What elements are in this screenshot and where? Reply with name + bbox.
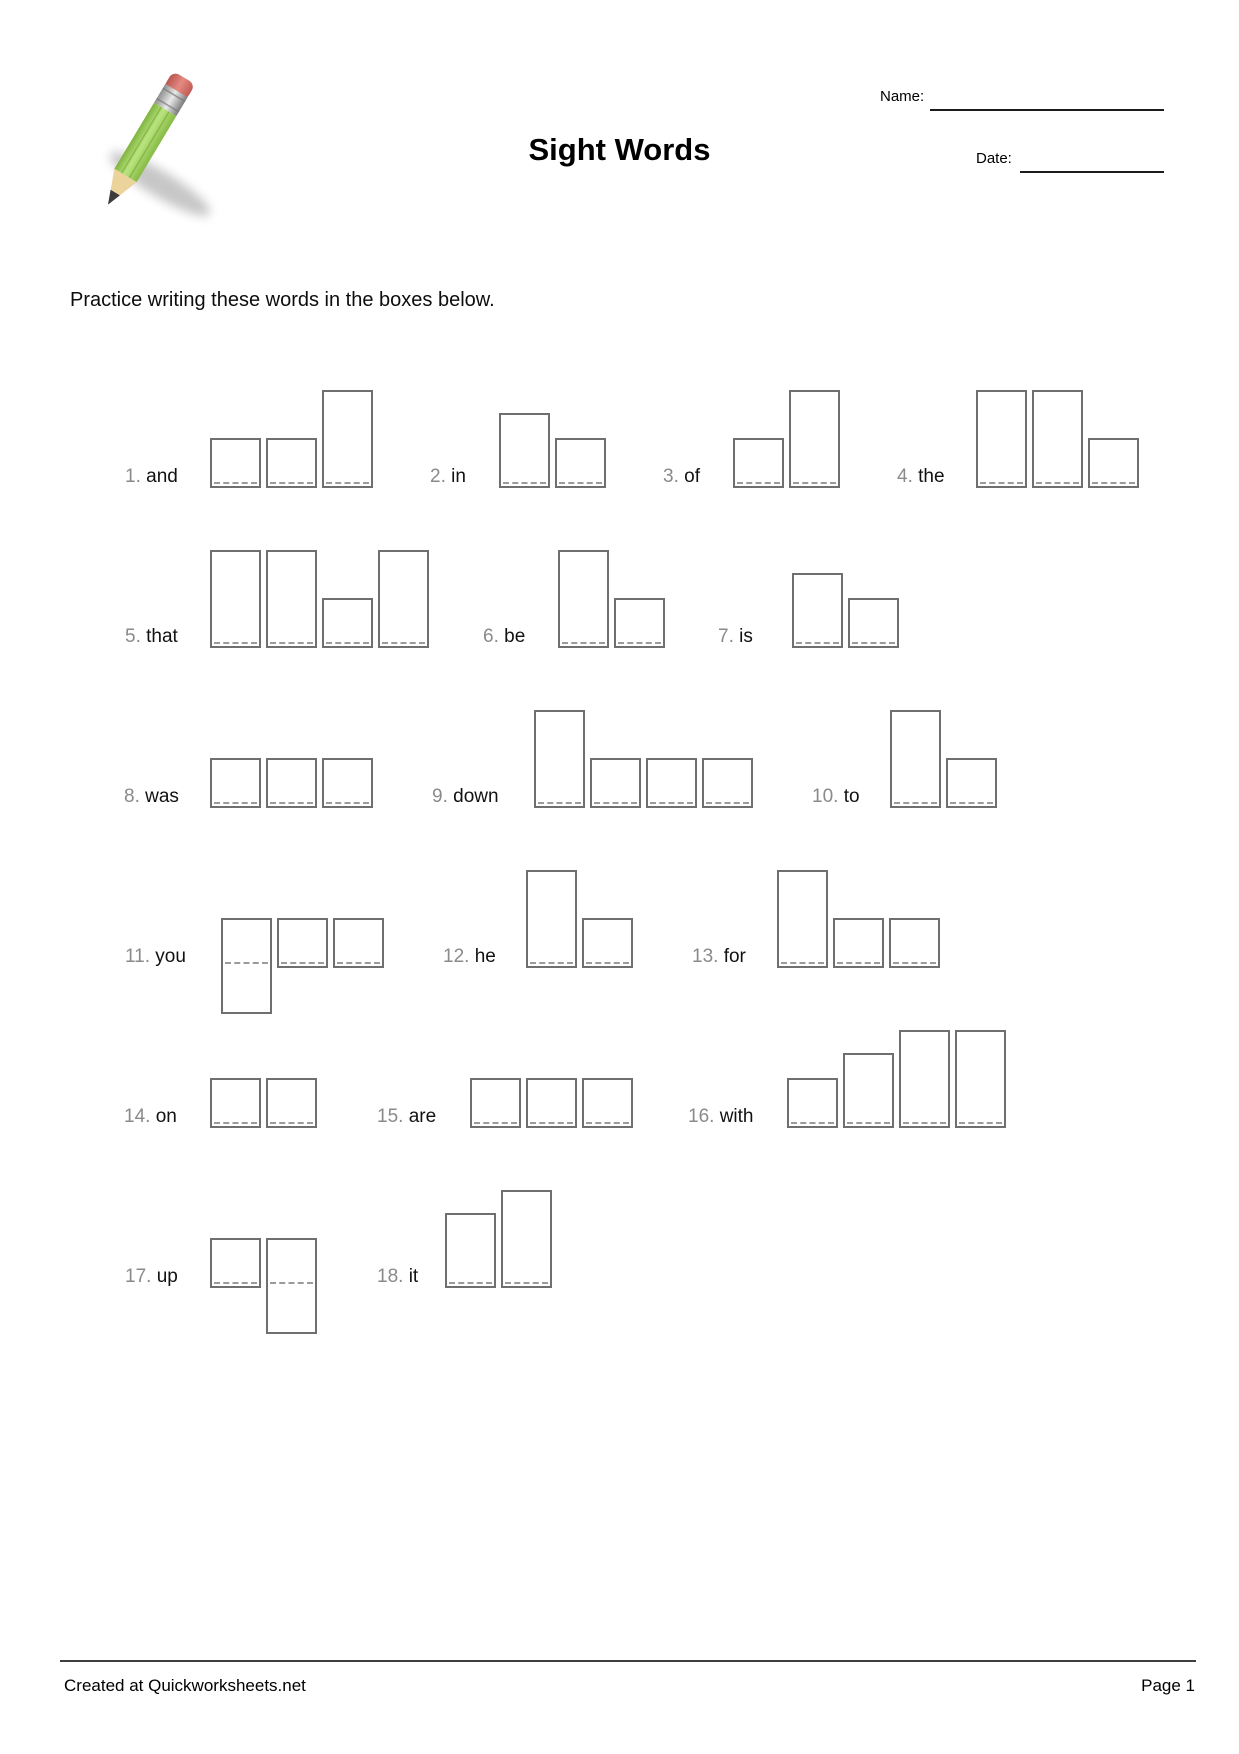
word-label-are bbox=[377, 1106, 436, 1128]
word-label-the bbox=[897, 466, 945, 488]
word-label-that bbox=[125, 626, 178, 648]
word-number: 10. bbox=[812, 786, 844, 807]
word-text: in bbox=[451, 466, 466, 487]
word-text: it bbox=[408, 1266, 419, 1287]
word-text: of bbox=[684, 466, 700, 487]
letter-box-are-r bbox=[526, 1078, 577, 1128]
baseline-dash bbox=[270, 642, 313, 644]
baseline-dash bbox=[903, 1122, 946, 1124]
baseline-dash bbox=[503, 482, 546, 484]
baseline-dash bbox=[449, 1282, 492, 1284]
word-text: is bbox=[739, 626, 753, 647]
baseline-dash bbox=[281, 962, 324, 964]
letter-box-to-t bbox=[890, 710, 941, 808]
instructions-text: Practice writing these words in the boxes below. bbox=[70, 289, 495, 311]
baseline-dash bbox=[618, 642, 661, 644]
letter-box-to-o bbox=[946, 758, 997, 808]
baseline-dash bbox=[559, 482, 602, 484]
baseline-dash bbox=[1092, 482, 1135, 484]
word-text: for bbox=[723, 946, 746, 967]
letter-box-on-o bbox=[210, 1078, 261, 1128]
baseline-dash bbox=[538, 802, 581, 804]
letter-box-down-w bbox=[646, 758, 697, 808]
letter-box-is-i bbox=[792, 573, 843, 648]
baseline-dash bbox=[270, 1122, 313, 1124]
page-title: Sight Words bbox=[528, 132, 711, 167]
word-label-of bbox=[663, 466, 700, 488]
letter-box-with-w bbox=[787, 1078, 838, 1128]
letter-box-you-o bbox=[277, 918, 328, 968]
word-number: 6. bbox=[483, 626, 505, 647]
word-label-for bbox=[692, 946, 746, 968]
word-number: 12. bbox=[443, 946, 475, 967]
letter-box-in-i bbox=[499, 413, 550, 488]
word-label-was bbox=[124, 786, 179, 808]
baseline-dash bbox=[594, 802, 637, 804]
baseline-dash bbox=[505, 1282, 548, 1284]
word-number: 16. bbox=[688, 1106, 720, 1127]
letter-box-of-f bbox=[789, 390, 840, 488]
word-number: 3. bbox=[663, 466, 685, 487]
baseline-dash bbox=[793, 482, 836, 484]
word-number: 2. bbox=[430, 466, 452, 487]
word-text: and bbox=[146, 466, 178, 487]
baseline-dash bbox=[214, 1122, 257, 1124]
letter-box-it-t bbox=[501, 1190, 552, 1288]
word-text: on bbox=[155, 1106, 177, 1127]
word-label-you bbox=[125, 946, 186, 968]
letter-box-with-h bbox=[955, 1030, 1006, 1128]
baseline-dash bbox=[225, 962, 268, 964]
word-label-is bbox=[718, 626, 753, 648]
letter-box-that-t bbox=[210, 550, 261, 648]
baseline-dash bbox=[562, 642, 605, 644]
word-number: 18. bbox=[377, 1266, 409, 1287]
letter-box-are-e bbox=[582, 1078, 633, 1128]
letter-box-down-n bbox=[702, 758, 753, 808]
word-text: are bbox=[408, 1106, 437, 1127]
baseline-dash bbox=[847, 1122, 890, 1124]
word-label-to bbox=[812, 786, 860, 808]
baseline-dash bbox=[214, 1282, 257, 1284]
word-text: be bbox=[504, 626, 526, 647]
footer-divider bbox=[60, 1660, 1196, 1662]
word-number: 14. bbox=[124, 1106, 156, 1127]
footer-credit: Created at Quickworksheets.net bbox=[64, 1676, 306, 1695]
letter-box-you-u bbox=[333, 918, 384, 968]
baseline-dash bbox=[214, 802, 257, 804]
baseline-dash bbox=[474, 1122, 517, 1124]
baseline-dash bbox=[586, 1122, 629, 1124]
letter-box-he-h bbox=[526, 870, 577, 968]
word-label-be bbox=[483, 626, 525, 648]
letter-box-and-d bbox=[322, 390, 373, 488]
baseline-dash bbox=[980, 482, 1023, 484]
baseline-dash bbox=[326, 802, 369, 804]
letter-box-it-i bbox=[445, 1213, 496, 1288]
baseline-dash bbox=[650, 802, 693, 804]
letter-box-was-a bbox=[266, 758, 317, 808]
baseline-dash bbox=[530, 1122, 573, 1124]
baseline-dash bbox=[737, 482, 780, 484]
letter-box-down-o bbox=[590, 758, 641, 808]
word-label-down bbox=[432, 786, 499, 808]
letter-box-up-u bbox=[210, 1238, 261, 1288]
word-label-up bbox=[125, 1266, 178, 1288]
baseline-dash bbox=[781, 962, 824, 964]
word-text: the bbox=[918, 466, 945, 487]
word-text: to bbox=[843, 786, 860, 807]
word-label-it bbox=[377, 1266, 418, 1288]
baseline-dash bbox=[791, 1122, 834, 1124]
name-label: Name: bbox=[880, 88, 925, 105]
letter-box-he-e bbox=[582, 918, 633, 968]
letter-box-are-a bbox=[470, 1078, 521, 1128]
baseline-dash bbox=[530, 962, 573, 964]
baseline-dash bbox=[326, 642, 369, 644]
word-label-he bbox=[443, 946, 496, 968]
letter-box-and-a bbox=[210, 438, 261, 488]
letter-box-be-e bbox=[614, 598, 665, 648]
word-number: 4. bbox=[897, 466, 919, 487]
letter-box-the-t bbox=[976, 390, 1027, 488]
date-label: Date: bbox=[976, 150, 1012, 167]
letter-box-on-n bbox=[266, 1078, 317, 1128]
letter-box-with-i bbox=[843, 1053, 894, 1128]
baseline-dash bbox=[893, 962, 936, 964]
letter-box-the-h bbox=[1032, 390, 1083, 488]
baseline-dash bbox=[852, 642, 895, 644]
word-number: 9. bbox=[432, 786, 454, 807]
word-text: up bbox=[156, 1266, 178, 1287]
word-number: 13. bbox=[692, 946, 724, 967]
word-number: 15. bbox=[377, 1106, 409, 1127]
letter-box-is-s bbox=[848, 598, 899, 648]
baseline-dash bbox=[270, 1282, 313, 1284]
footer-page-number: Page 1 bbox=[1141, 1676, 1195, 1695]
letter-box-the-e bbox=[1088, 438, 1139, 488]
word-number: 1. bbox=[125, 466, 147, 487]
word-label-in bbox=[430, 466, 466, 488]
word-text: down bbox=[453, 786, 499, 807]
letter-box-was-s bbox=[322, 758, 373, 808]
word-label-with bbox=[688, 1106, 754, 1128]
baseline-dash bbox=[837, 962, 880, 964]
letter-box-that-h bbox=[266, 550, 317, 648]
word-number: 5. bbox=[125, 626, 147, 647]
word-text: he bbox=[474, 946, 496, 967]
baseline-dash bbox=[706, 802, 749, 804]
letter-box-for-f bbox=[777, 870, 828, 968]
word-text: with bbox=[719, 1106, 754, 1127]
baseline-dash bbox=[796, 642, 839, 644]
letter-box-that-a bbox=[322, 598, 373, 648]
baseline-dash bbox=[959, 1122, 1002, 1124]
word-label-on bbox=[124, 1106, 177, 1128]
letter-box-that-t bbox=[378, 550, 429, 648]
letter-box-and-n bbox=[266, 438, 317, 488]
word-text: that bbox=[146, 626, 178, 647]
letter-box-down-d bbox=[534, 710, 585, 808]
baseline-dash bbox=[270, 482, 313, 484]
letter-box-be-b bbox=[558, 550, 609, 648]
word-text: you bbox=[155, 946, 186, 967]
baseline-dash bbox=[586, 962, 629, 964]
word-text: was bbox=[145, 786, 179, 807]
baseline-dash bbox=[214, 482, 257, 484]
baseline-dash bbox=[337, 962, 380, 964]
baseline-dash bbox=[270, 802, 313, 804]
word-number: 17. bbox=[125, 1266, 157, 1287]
letter-box-with-t bbox=[899, 1030, 950, 1128]
baseline-dash bbox=[214, 642, 257, 644]
baseline-dash bbox=[1036, 482, 1079, 484]
letter-box-of-o bbox=[733, 438, 784, 488]
word-label-and bbox=[125, 466, 178, 488]
letter-box-was-w bbox=[210, 758, 261, 808]
baseline-dash bbox=[950, 802, 993, 804]
word-number: 7. bbox=[718, 626, 740, 647]
baseline-dash bbox=[894, 802, 937, 804]
letter-box-in-n bbox=[555, 438, 606, 488]
baseline-dash bbox=[326, 482, 369, 484]
baseline-dash bbox=[382, 642, 425, 644]
word-number: 11. bbox=[125, 946, 156, 967]
letter-box-up-p bbox=[266, 1238, 317, 1334]
letter-box-you-y bbox=[221, 918, 272, 1014]
word-number: 8. bbox=[124, 786, 146, 807]
letter-box-for-r bbox=[889, 918, 940, 968]
letter-box-for-o bbox=[833, 918, 884, 968]
